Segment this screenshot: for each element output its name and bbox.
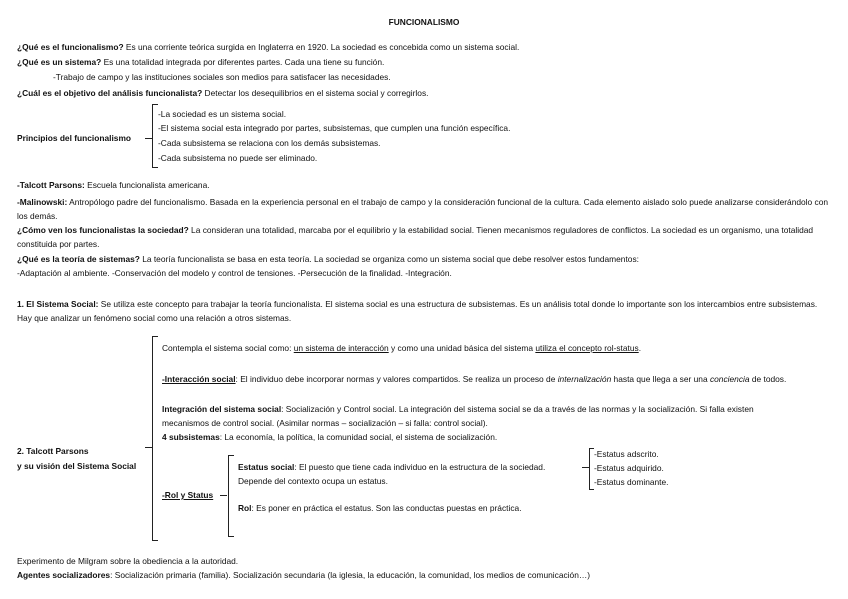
question-label: ¿Qué es el funcionalismo? — [17, 42, 124, 52]
rol-text: : Es poner en práctica el estatus. Son las conductas puestas en práctica. — [251, 503, 522, 513]
interaccion-italic: internalización — [557, 374, 612, 384]
integracion-sistema — [162, 402, 802, 430]
rol-status-text: -Rol y Status — [162, 490, 214, 500]
interaccion-text: de todos. — [749, 374, 787, 384]
principle-item: -La sociedad es un sistema social. — [158, 109, 287, 119]
question-label: ¿Cómo ven los funcionalistas la sociedad? — [17, 225, 189, 235]
interaccion-text: : El individuo debe incorporar normas y valores compartidos. Se realiza un proceso de — [235, 374, 558, 384]
rol-heading: Rol — [238, 503, 252, 513]
interaccion-heading: -Interacción social — [162, 374, 236, 384]
estatus-heading: Estatus social — [238, 462, 295, 472]
interaccion-italic: conciencia — [709, 374, 750, 384]
rol-status-brace — [228, 455, 234, 537]
agentes-text: : Socialización primaria (familia). Socialización secundaria (la iglesia, la educación, la comunidad, los medios de comunicación…) — [110, 570, 591, 580]
section2-label-line2: y su visión del Sistema Social — [17, 461, 137, 471]
estatus-type: -Estatus dominante. — [594, 477, 669, 487]
rol-definition — [238, 503, 522, 513]
question-label: ¿Cuál es el objetivo del análisis funcionalista? — [17, 88, 203, 98]
estatus-context: Depende del contexto ocupa un estatus. — [238, 476, 388, 486]
principle-item: -El sistema social esta integrado por partes, subsistemas, que cumplen una función específica. — [158, 123, 511, 133]
milgram-note: Experimento de Milgram sobre la obediencia a la autoridad. — [17, 556, 239, 566]
author-malinowski — [17, 195, 837, 223]
interaccion-text: hasta que llega a ser una — [611, 374, 710, 384]
contempla-underlined: utiliza el concepto rol-status — [535, 343, 639, 353]
principle-item: -Cada subsistema se relaciona con los demás subsistemas. — [158, 138, 381, 148]
author-name: -Talcott Parsons: — [17, 180, 85, 190]
estatus-text: : El puesto que tiene cada individuo en la estructura de la sociedad. — [294, 462, 546, 472]
answer-text: Es una totalidad integrada por diferentes partes. Cada una tiene su función. — [101, 57, 385, 67]
question-funcionalismo — [17, 42, 519, 52]
author-parsons — [17, 180, 210, 190]
section-text: Se utiliza este concepto para trabajar la teoría funcionalista. El sistema social es una estructura de subsistemas. Es un análisis total donde lo importante son los intercambios entre subsistemas. Hay que analizar un fenómeno social como una relación a otros sistemas. — [17, 299, 818, 323]
arrow-connector — [220, 495, 227, 496]
section2-label-line1: 2. Talcott Parsons — [17, 446, 89, 456]
page-title: FUNCIONALISMO — [388, 17, 460, 27]
contempla-text: y como una unidad básica del sistema — [388, 343, 536, 353]
question-teoria-sistemas — [17, 254, 639, 264]
author-text: Escuela funcionalista americana. — [84, 180, 210, 190]
question-sociedad — [17, 223, 839, 251]
contempla-underlined: un sistema de interacción — [293, 343, 389, 353]
contempla-text: . — [638, 343, 642, 353]
question-objetivo — [17, 88, 428, 98]
estatus-social — [238, 462, 545, 472]
answer-text: Detectar los desequilibrios en el sistema social y corregirlos. — [202, 88, 429, 98]
section-sistema-social — [17, 297, 832, 325]
question-label: ¿Qué es la teoría de sistemas? — [17, 254, 140, 264]
arrow-connector — [145, 447, 152, 448]
interaccion-social — [162, 372, 797, 386]
sistema-sub-point: -Trabajo de campo y las instituciones sociales son medios para satisfacer las necesidades. — [53, 72, 391, 82]
question-sistema — [17, 57, 384, 67]
integracion-text: : Socialización y Control social. La integración del sistema social se da a través de las normas y la socialización. Si falla existen mecanismos de control social. (Asimilar normas – socialización – si falla: control social). — [162, 404, 754, 428]
author-text: Antropólogo padre del funcionalismo. Basada en la experiencia personal en el trabajo de campo y la consideración funcional de la cultura. Cada elemento aislado solo puede analizarse considerándolo con los demás. — [17, 197, 829, 221]
integracion-heading: Integración del sistema social — [162, 404, 282, 414]
answer-text: La teoría funcionalista se basa en esta teoría. La sociedad se organiza como un sistema social que debe resolver estos fundamentos: — [139, 254, 639, 264]
principle-item: -Cada subsistema no puede ser eliminado. — [158, 153, 318, 163]
contempla-text: Contempla el sistema social como: — [162, 343, 294, 353]
section-heading: 1. El Sistema Social: — [17, 299, 99, 309]
author-name: -Malinowski: — [17, 197, 68, 207]
answer-text: La consideran una totalidad, marcaba por el equilibrio y la estabilidad social. Tienen mecanismos reguladores de conflictos. La sociedad es un organismo, una totalidad constituida por partes. — [17, 225, 814, 249]
subsistemas-text: : La economía, la política, la comunidad social, el sistema de socialización. — [219, 432, 498, 442]
rol-status-label — [162, 490, 213, 500]
question-label: ¿Qué es un sistema? — [17, 57, 102, 67]
contempla-line — [162, 343, 641, 353]
agentes-heading: Agentes socializadores — [17, 570, 111, 580]
estatus-type: -Estatus adscrito. — [594, 449, 659, 459]
subsistemas — [162, 432, 497, 442]
arrow-connector — [145, 138, 152, 139]
subsistemas-heading: 4 subsistemas — [162, 432, 220, 442]
arrow-connector — [582, 467, 589, 468]
section2-brace — [152, 336, 158, 541]
agentes-socializadores — [17, 570, 590, 580]
principles-label: Principios del funcionalismo — [17, 133, 132, 143]
estatus-type: -Estatus adquirido. — [594, 463, 664, 473]
fundamentals-list: -Adaptación al ambiente. -Conservación del modelo y control de tensiones. -Persecución de la finalidad. -Integración. — [17, 268, 452, 278]
answer-text: Es una corriente teórica surgida en Inglaterra en 1920. La sociedad es concebida como un sistema social. — [123, 42, 520, 52]
